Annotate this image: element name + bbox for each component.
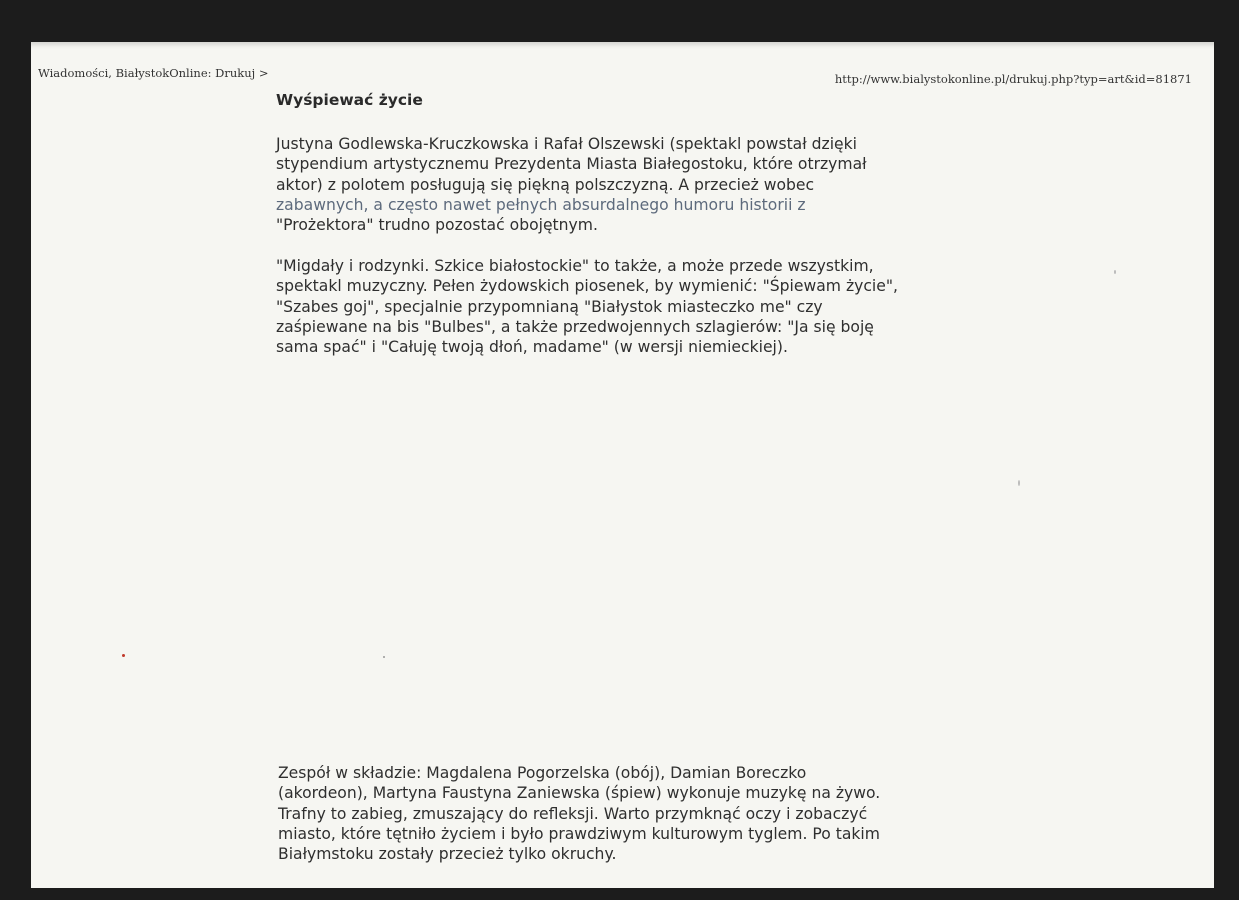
paragraph-line: zabawnych, a często nawet pełnych absurdalnego humoru historii z (276, 195, 806, 214)
paper-speck (122, 654, 125, 657)
paper-speck (383, 656, 385, 658)
paragraph-line: Białymstoku zostały przecież tylko okruchy. (278, 845, 617, 864)
paragraph-line: "Szabes goj", specjalnie przypomnianą "Białystok miasteczko me" czy (276, 297, 823, 316)
article-title: Wyśpiewać życie (276, 91, 423, 109)
paragraph-line: "Migdały i rodzynki. Szkice białostockie" to także, a może przede wszystkim, (276, 257, 874, 275)
printed-page (31, 42, 1214, 888)
paragraph-line: stypendium artystycznemu Prezydenta Miasta Białegostoku, które otrzymał (276, 155, 867, 174)
paragraph-line: spektakl muzyczny. Pełen żydowskich piosenek, by wymienić: "Śpiewam życie", (276, 277, 898, 296)
paragraph-line: Zespół w składzie: Magdalena Pogorzelska (obój), Damian Boreczko (278, 764, 807, 782)
paper-speck (1018, 480, 1020, 486)
paragraph-line: (akordeon), Martyna Faustyna Zaniewska (śpiew) wykonuje muzykę na żywo. (278, 784, 881, 803)
article-paragraph-1 (276, 134, 867, 235)
print-header-breadcrumb: Wiadomości, BiałystokOnline: Drukuj > (38, 66, 269, 80)
paragraph-line: "Prożektora" trudno pozostać obojętnym. (276, 216, 598, 235)
paragraph-line: miasto, które tętniło życiem i było prawdziwym kulturowym tyglem. Po takim (278, 824, 880, 843)
paragraph-line: zaśpiewane na bis "Bulbes", a także przedwojennych szlagierów: "Ja się boję (276, 317, 874, 336)
paragraph-line: Justyna Godlewska-Kruczkowska i Rafał Olszewski (spektakl powstał dzięki (276, 135, 857, 153)
article-paragraph-3 (278, 763, 880, 864)
paragraph-line: aktor) z polotem posługują się piękną polszczyzną. A przecież wobec (276, 175, 815, 194)
print-header-url: http://www.bialystokonline.pl/drukuj.php?typ=art&id=81871 (834, 72, 1192, 86)
article-paragraph-2 (276, 256, 898, 357)
paragraph-line: Trafny to zabieg, zmuszający do refleksji. Warto przymknąć oczy i zobaczyć (278, 804, 868, 823)
paper-speck (1114, 270, 1116, 274)
paragraph-line: sama spać" i "Całuję twoją dłoń, madame" (w wersji niemieckiej). (276, 338, 788, 357)
